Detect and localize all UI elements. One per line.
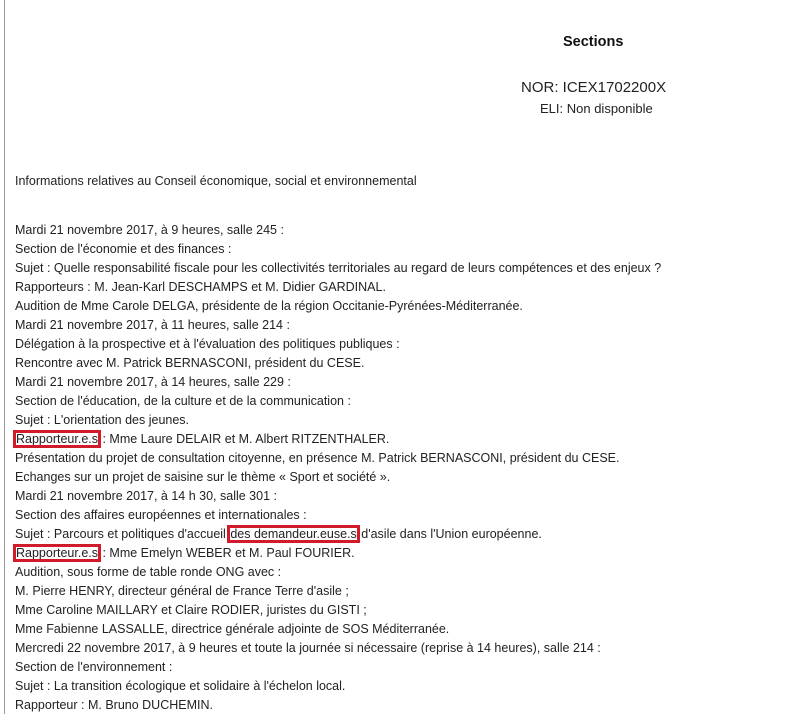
agenda-line: Mme Fabienne LASSALLE, directrice générale adjointe de SOS Méditerranée.	[15, 622, 450, 636]
agenda-line: Section des affaires européennes et internationales :	[15, 508, 307, 522]
line-rest: d'asile dans l'Union européenne.	[357, 527, 542, 541]
agenda-line: Mercredi 22 novembre 2017, à 9 heures et toute la journée si nécessaire (reprise à 14 heures), salle 214 :	[15, 641, 601, 655]
nor-identifier: NOR: ICEX1702200X	[521, 79, 667, 96]
agenda-line: Mardi 21 novembre 2017, à 9 heures, salle 245 :	[15, 223, 284, 237]
agenda-line-highlighted	[15, 544, 795, 563]
agenda-line: Mardi 21 novembre 2017, à 11 heures, salle 214 :	[15, 318, 290, 332]
intro-text: Informations relatives au Conseil économique, social et environnemental	[15, 174, 417, 188]
agenda-line: Section de l'éducation, de la culture et de la communication :	[15, 394, 351, 408]
agenda-line: Délégation à la prospective et à l'évaluation des politiques publiques :	[15, 337, 400, 351]
agenda-line-highlighted	[15, 525, 795, 544]
highlight-rapporteur: Rapporteur.e.s	[16, 432, 98, 446]
agenda-line: Audition, sous forme de table ronde ONG avec :	[15, 565, 282, 579]
agenda-line: Rapporteur : M. Bruno DUCHEMIN.	[15, 698, 213, 712]
agenda-line: Mardi 21 novembre 2017, à 14 h 30, salle 301 :	[15, 489, 277, 503]
highlight-demandeurs: des demandeur.euse.s	[230, 527, 357, 541]
agenda-line: M. Pierre HENRY, directeur général de France Terre d'asile ;	[15, 584, 349, 598]
page-left-border	[4, 0, 5, 714]
agenda-list	[15, 221, 795, 715]
highlight-rapporteur: Rapporteur.e.s	[16, 546, 98, 560]
agenda-line: Sujet : L'orientation des jeunes.	[15, 413, 190, 427]
agenda-line: Section de l'économie et des finances :	[15, 242, 232, 256]
agenda-line: Présentation du projet de consultation citoyenne, en présence M. Patrick BERNASCONI, président du CESE.	[15, 451, 620, 465]
agenda-line: Mme Caroline MAILLARY et Claire RODIER, juristes du GISTI ;	[15, 603, 367, 617]
line-before: Sujet : Parcours et politiques d'accueil	[15, 527, 230, 541]
agenda-line-highlighted	[15, 430, 795, 449]
eli-identifier: ELI: Non disponible	[540, 101, 653, 116]
agenda-line: Sujet : Quelle responsabilité fiscale pour les collectivités territoriales au regard de leurs compétences et des enjeux ?	[15, 261, 662, 275]
agenda-line: Section de l'environnement :	[15, 660, 173, 674]
page-title: Sections	[563, 34, 624, 50]
agenda-line: Mardi 21 novembre 2017, à 14 heures, salle 229 :	[15, 375, 291, 389]
agenda-line: Rapporteurs : M. Jean-Karl DESCHAMPS et M. Didier GARDINAL.	[15, 280, 386, 294]
agenda-line: Sujet : La transition écologique et solidaire à l'échelon local.	[15, 679, 346, 693]
agenda-line: Rencontre avec M. Patrick BERNASCONI, président du CESE.	[15, 356, 365, 370]
agenda-line: Audition de Mme Carole DELGA, présidente de la région Occitanie-Pyrénées-Méditerranée.	[15, 299, 523, 313]
agenda-line: Echanges sur un projet de saisine sur le thème « Sport et société ».	[15, 470, 391, 484]
line-rest: : Mme Laure DELAIR et M. Albert RITZENTHALER.	[99, 432, 390, 446]
line-rest: : Mme Emelyn WEBER et M. Paul FOURIER.	[99, 546, 355, 560]
